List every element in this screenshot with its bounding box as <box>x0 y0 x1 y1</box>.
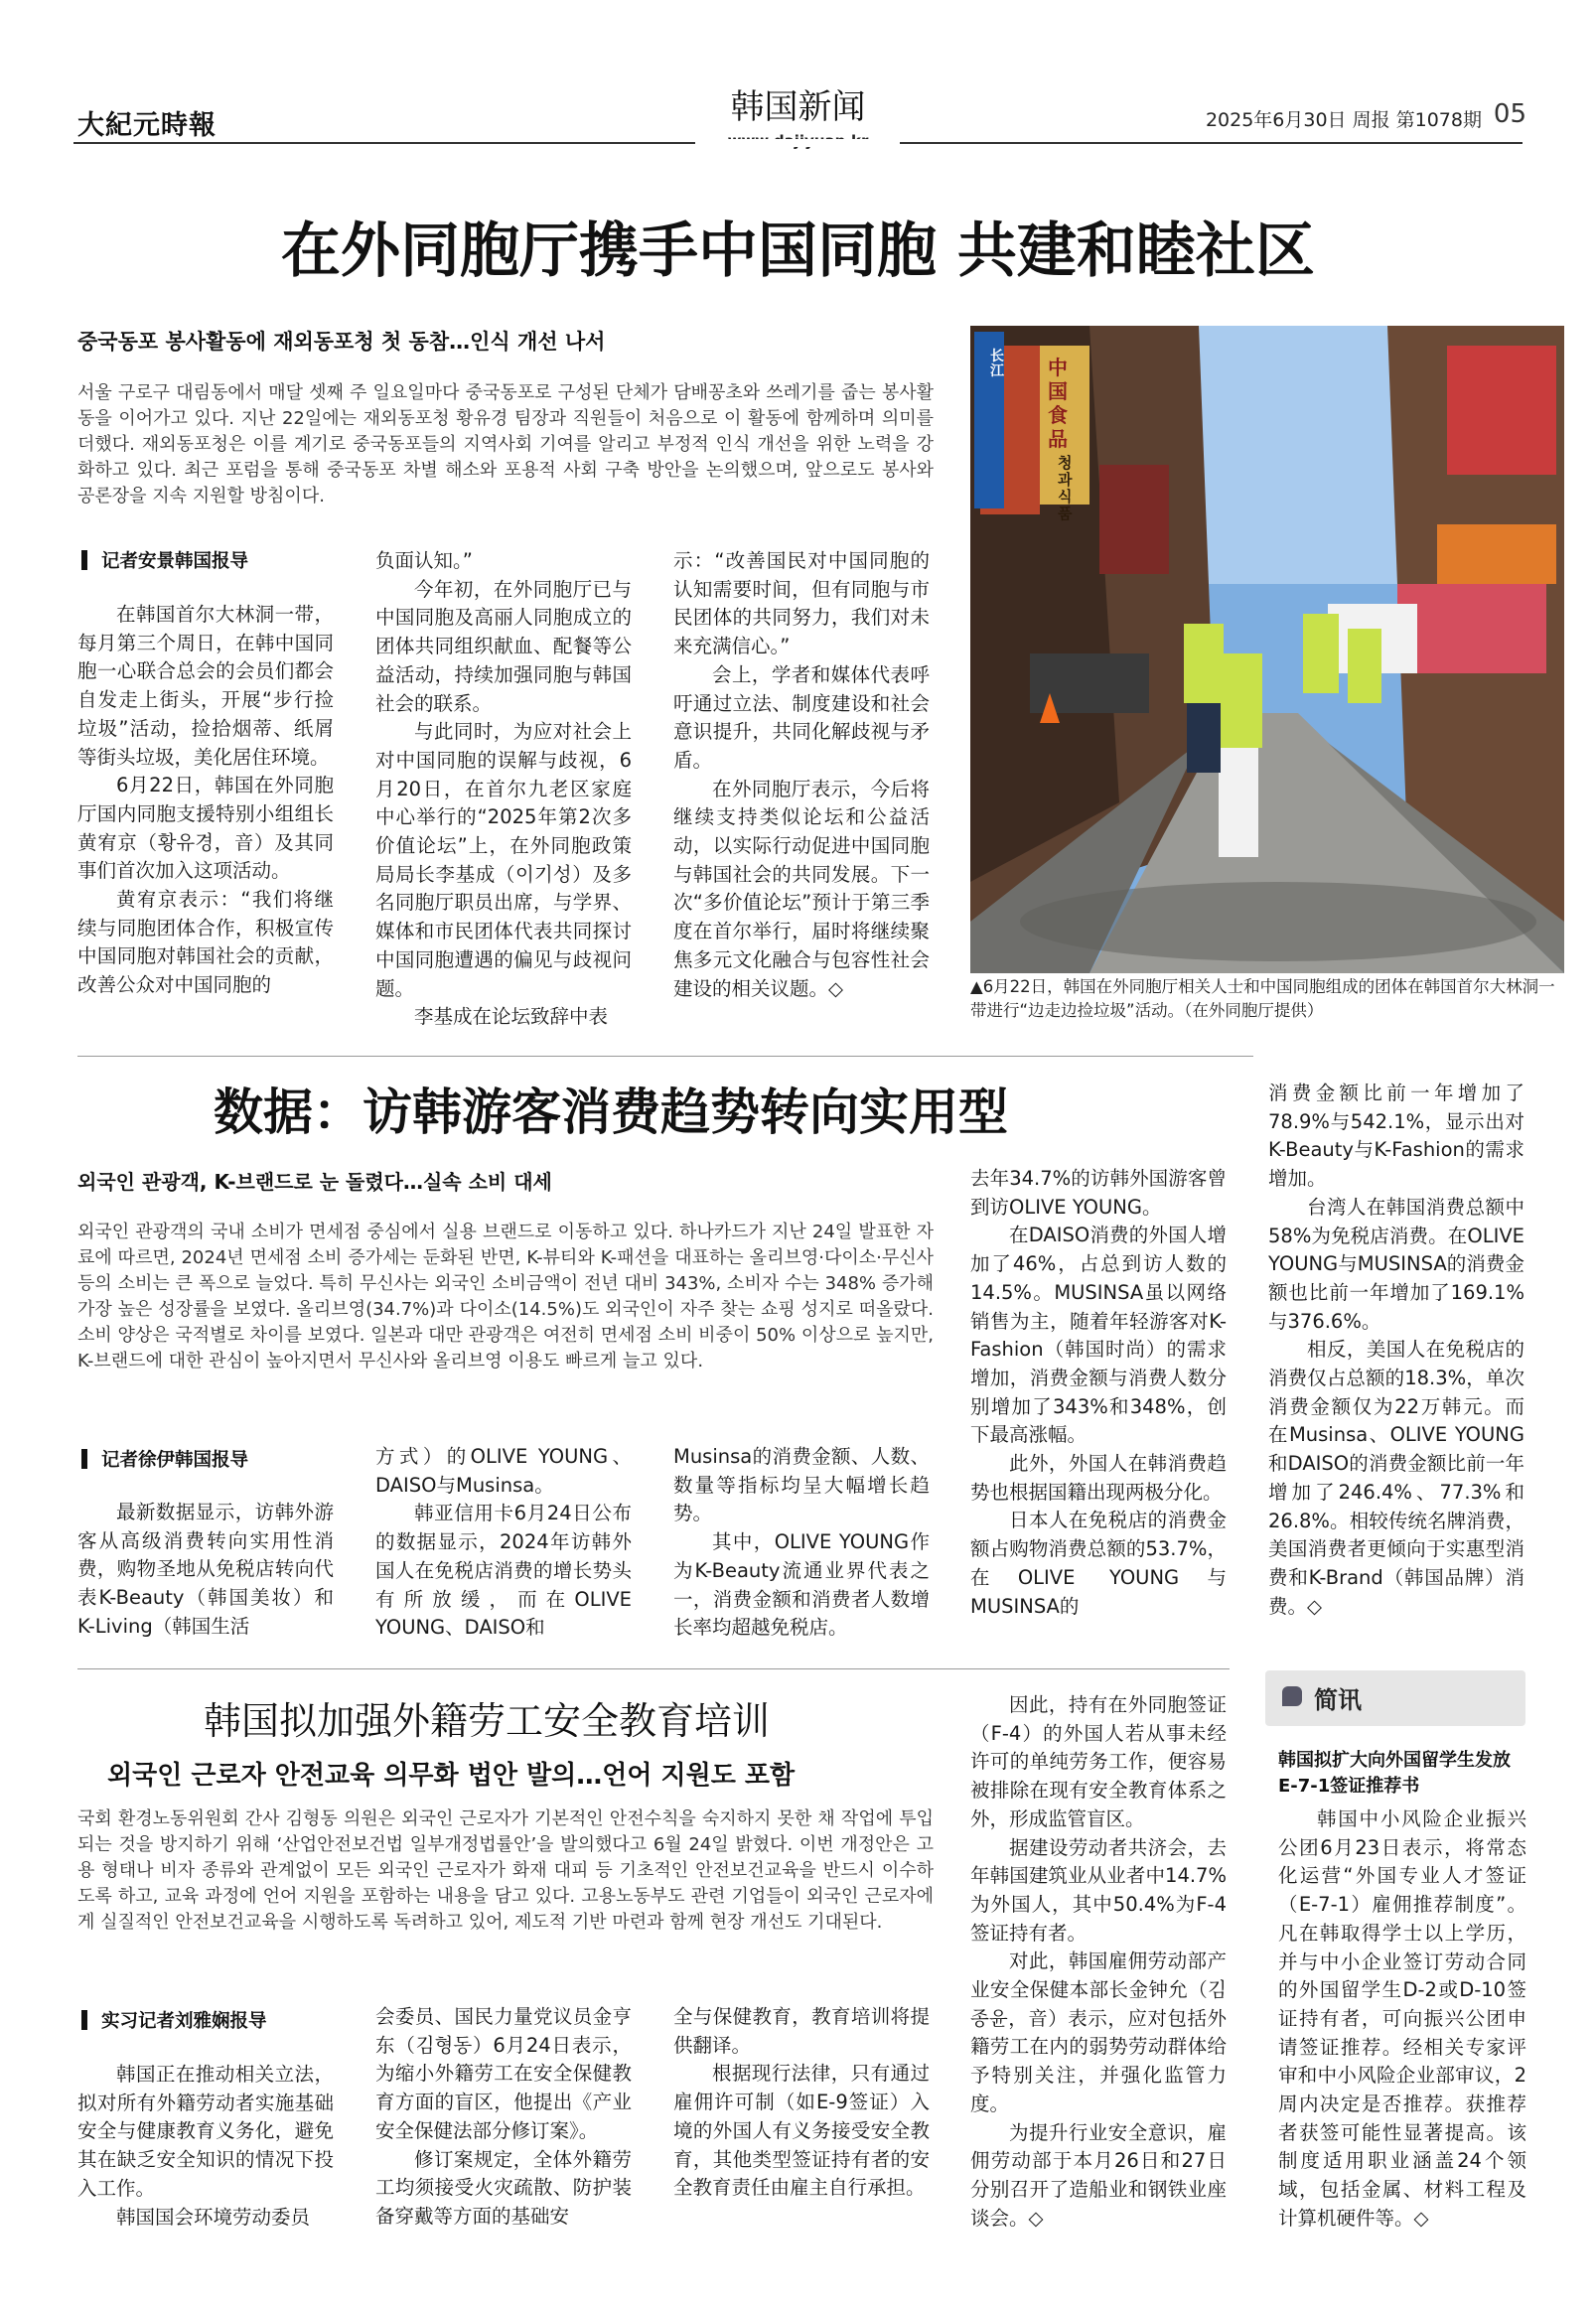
brief-title: 韩国拟扩大向外国留学生发放E-7-1签证推荐书 <box>1278 1750 1511 1797</box>
paragraph: 在韩国首尔大林洞一带，每月第三个周日，在韩中国同胞一心联合总会的会员们都会自发走上街头，开展“步行捡垃圾”活动，捡拾烟蒂、纸屑等街头垃圾，美化居住环境。 <box>77 603 334 769</box>
article2-column-4 <box>970 1165 1227 1621</box>
paragraph: 负面认知。” <box>375 549 473 572</box>
page-number: 05 <box>1493 99 1526 129</box>
article2-divider <box>77 1668 1230 1669</box>
paragraph: 李基成在论坛致辞中表 <box>414 1005 609 1029</box>
paragraph: 与此同时，为应对社会上对中国同胞的误解与歧视，6月20日，在首尔九老区家庭中心举行的“2025年第2次多价值论坛”上，在外同胞政策局局长李基成（이기성）及多名同胞厅职员出席，与学界、媒体和市民团体代表共同探讨中国同胞遭遇的偏见与歧视问题。 <box>375 720 632 1000</box>
article1-photo <box>970 326 1564 973</box>
issue-info: 2025年6月30日 周报 第1078期 <box>1205 109 1482 131</box>
article2-byline: 记者徐伊韩国报导 <box>81 1446 248 1472</box>
paragraph: 韩国国会环境劳动委员 <box>116 2205 311 2229</box>
article1-divider <box>77 1056 1253 1057</box>
paragraph: 其中，OLIVE YOUNG作为K-Beauty流通业界代表之一，消费金额和消费者人数增长率均超越免税店。 <box>673 1530 930 1640</box>
paragraph: 因此，持有在外同胞签证（F-4）的外国人若从事未经许可的单纯劳务工作，便容易被排除在现有安全教育体系之外，形成监管盲区。 <box>970 1693 1227 1830</box>
article1-column-2 <box>375 547 632 1032</box>
article2-headline: 数据：访韩游客消费趋势转向实用型 <box>214 1083 1008 1141</box>
paragraph: 黄宥京表示：“我们将继续与同胞团体合作，积极宣传中国同胞对韩国社会的贡献，改善公众对中国同胞的 <box>77 888 334 997</box>
shop-sign-1: 长江 <box>990 349 1004 379</box>
article1-column-3 <box>673 547 930 1003</box>
paragraph: 会上，学者和媒体代表呼吁通过立法、制度建设和社会意识提升，共同化解歧视与矛盾。 <box>673 662 930 772</box>
brief-label: 简讯 <box>1314 1686 1362 1714</box>
speech-bubble-icon <box>1282 1686 1302 1706</box>
article2-korean-subtitle: 외국인 관광객, K-브랜드로 눈 돌렸다…실속 소비 대세 <box>77 1170 552 1194</box>
paragraph: 相反，美国人在免税店的消费仅占总额的18.3%，单次消费金额仅为22万韩元。而在Musinsa、OLIVE YOUNG和DAISO的消费金额比前一年增加了246.4%、77.3%和26.8%。相较传统名牌消费，美国消费者更倾向于实惠型消费和K-Brand（韩国品牌）消费。◇ <box>1268 1338 1524 1618</box>
paragraph: 韩国正在推动相关立法，拟对所有外籍劳动者实施基础安全与健康教育义务化，避免其在缺乏安全知识的情况下投入工作。 <box>77 2063 334 2200</box>
article3-column-2 <box>375 2003 632 2232</box>
paragraph: 今年初，在外同胞厅已与中国同胞及高丽人同胞成立的团体共同组织献血、配餐等公益活动，持续加强同胞与韩国社会的联系。 <box>375 577 632 715</box>
paragraph: 方式）的OLIVE YOUNG、DAISO与Musinsa。 <box>375 1445 632 1497</box>
article1-headline: 在外同胞厅携手中国同胞 共建和睦社区 <box>281 217 1315 286</box>
article3-column-4 <box>970 1691 1227 2233</box>
article1-byline: 记者安景韩国报导 <box>81 547 248 573</box>
article2-column-2 <box>375 1443 632 1643</box>
paragraph: 在外同胞厅表示，今后将继续支持类似论坛和公益活动，以实际行动促进中国同胞与韩国社会的共同发展。下一次“多价值论坛”预计于第三季度在首尔举行，届时将继续聚焦多元文化融合与包容性社会建设的相关议题。◇ <box>673 777 930 1000</box>
paragraph: 示：“改善国民对中国同胞的认知需要时间，但有同胞与市民团体的共同努力，我们对未来充满信心。” <box>673 549 930 658</box>
paragraph: 据建设劳动者共济会，去年韩国建筑业从业者中14.7%为外国人，其中50.4%为F-4签证持有者。 <box>970 1835 1227 1945</box>
article1-photo-caption: ▲6月22日，韩国在外同胞厅相关人士和中国同胞组成的团体在韩国首尔大林洞一带进行“边走边捡垃圾”活动。（在外同胞厅提供） <box>970 977 1555 1020</box>
article3-korean-lead: 국회 환경노동위원회 간사 김형동 의원은 외국인 근로자가 기본적인 안전수칙을 숙지하지 못한 채 작업에 투입되는 것을 방지하기 위해 ‘산업안전보건법 일부개정법률안’을 발의했다고 6월 24일 밝혔다. 이번 개정안은 고용 형태나 비자 종류와 관계없이 모든 외국인 근로자가 화재 대피 등 기초적인 안전보건교육을 반드시 이수하도록 하고, 교육 과정에 언어 지원을 포함하는 내용을 담고 있다. 고용노동부도 관련 기업들이 외국인 근로자에게 실질적인 안전보건교육을 시행하도록 독려하고 있어, 제도적 기반 마련과 함께 현장 개선도 기대된다. <box>77 1808 934 1933</box>
masthead-rule-gap <box>695 139 900 147</box>
paragraph: 6月22日，韩国在外同胞厅国内同胞支援特别小组组长黄宥京（황유경，音）及其同事们首次加入这项活动。 <box>77 774 334 883</box>
paragraph: 去年34.7%的访韩外国游客曾到访OLIVE YOUNG。 <box>970 1167 1227 1219</box>
shop-sign-2: 中国食品 <box>1048 356 1068 451</box>
newspaper-logo: 大紀元時報 <box>77 110 217 141</box>
article3-column-1 <box>77 2061 334 2232</box>
paragraph: 韩亚信用卡6月24日公布的数据显示，2024年访韩外国人在免税店消费的增长势头有所放缓，而在OLIVE YOUNG、DAISO和 <box>375 1502 632 1640</box>
section-name: 韩国新闻 <box>730 87 866 127</box>
article1-column-1 <box>77 601 334 1000</box>
paragraph: 此外，外国人在韩消费趋势也根据国籍出现两极分化。 <box>970 1452 1227 1504</box>
brief-header <box>1265 1670 1525 1726</box>
article1-korean-subtitle: 중국동포 봉사활동에 재외동포청 첫 동참…인식 개선 나서 <box>77 330 606 354</box>
article3-byline: 实习记者刘雅娴报导 <box>81 2007 267 2033</box>
article2-korean-lead: 외국인 관광객의 국내 소비가 면세점 중심에서 실용 브랜드로 이동하고 있다. 하나카드가 지난 24일 발표한 자료에 따르면, 2024년 면세점 소비 증가세는 둔화된 반면, K-뷰티와 K-패션을 대표하는 올리브영·다이소·무신사 등의 소비는 큰 폭으로 늘었다. 특히 무신사는 외국인 소비금액이 전년 대비 343%, 소비자 수는 348% 증가해 가장 높은 성장률을 보였다. 올리브영(34.7%)과 다이소(14.5%)도 외국인이 자주 찾는 쇼핑 성지로 떠올랐다. 소비 양상은 국적별로 차이를 보였다. 일본과 대만 관광객은 여전히 면세점 소비 비중이 50% 이상으로 높지만, K-브랜드에 대한 관심이 높아지면서 무신사와 올리브영 이용도 빠르게 늘고 있다. <box>77 1222 934 1372</box>
article3-korean-subtitle: 외국인 근로자 안전교육 의무화 법안 발의…언어 지원도 포함 <box>107 1761 796 1791</box>
paragraph: 对此，韩国雇佣劳动部产业安全保健本部长金钟允（김종윤，音）表示，应对包括外籍劳工在内的弱势劳动群体给予特别关注，并强化监管力度。 <box>970 1950 1227 2115</box>
paragraph: 台湾人在韩国消费总额中58%为免税店消费。在OLIVE YOUNG与MUSINSA的消费金额也比前一年增加了169.1%与376.6%。 <box>1268 1195 1524 1333</box>
paragraph: Musinsa的消费金额、人数、数量等指标均呈大幅增长趋势。 <box>673 1445 930 1525</box>
article3-column-3 <box>673 2003 930 2203</box>
article2-column-1 <box>77 1499 334 1642</box>
paragraph: 日本人在免税店的消费金额占购物消费总额的53.7%，在OLIVE YOUNG与MUSINSA的 <box>970 1509 1227 1618</box>
shop-sign-3: 청과식품 <box>1058 454 1073 522</box>
paragraph: 根据现行法律，只有通过雇佣许可制（如E-9签证）入境的外国人有义务接受安全教育，其他类型签证持有者的安全教育责任由雇主自行承担。 <box>673 2062 930 2200</box>
paragraph: 最新数据显示，访韩外游客从高级消费转向实用性消费，购物圣地从免税店转向代表K-Beauty（韩国美妆）和K-Living（韩国生活 <box>77 1501 334 1638</box>
article2-column-5 <box>1268 1080 1524 1621</box>
paragraph: 为提升行业安全意识，雇佣劳动部于本月26日和27日分别召开了造船业和钢铁业座谈会。◇ <box>970 2120 1227 2230</box>
article2-column-3 <box>673 1443 930 1643</box>
paragraph: 修订案规定，全体外籍劳工均须接受火灾疏散、防护装备穿戴等方面的基础安 <box>375 2147 632 2228</box>
brief-body <box>1278 1805 1526 2234</box>
paragraph: 韩国中小风险企业振兴公团6月23日表示，将常态化运营“外国专业人才签证（E-7-1）雇佣推荐制度”。凡在韩取得学士以上学历，并与中小企业签订劳动合同的外国留学生D-2或D-10签证持有者，可向振兴公团申请签证推荐。经相关专家评审和中小风险企业部审议，2周内决定是否推荐。获推荐者获签可能性显著提高。该制度适用职业涵盖24个领域，包括金属、材料工程及计算机硬件等。◇ <box>1278 1807 1526 2230</box>
article3-headline: 韩国拟加强外籍劳工安全教育培训 <box>204 1699 771 1743</box>
paragraph: 在DAISO消费的外国人增加了46%，占总到访人数的14.5%。MUSINSA虽以网络销售为主，随着年轻游客对K-Fashion（韩国时尚）的需求增加，消费金额与消费人数分别增加了343%和348%，创下最高涨幅。 <box>970 1224 1227 1447</box>
paragraph: 全与保健教育，教育培训将提供翻译。 <box>673 2005 930 2057</box>
paragraph: 消费金额比前一年增加了78.9%与542.1%，显示出对K-Beauty与K-Fashion的需求增加。 <box>1268 1082 1524 1191</box>
article1-korean-lead: 서울 구로구 대림동에서 매달 셋째 주 일요일마다 중국동포로 구성된 단체가 담배꽁초와 쓰레기를 줍는 봉사활동을 이어가고 있다. 지난 22일에는 재외동포청 황유경 팀장과 직원들이 처음으로 이 활동에 함께하며 의미를 더했다. 재외동포청은 이를 계기로 중국동포들의 지역사회 기여를 알리고 부정적 인식 개선을 위한 노력을 강화하고 있다. 최근 포럼을 통해 중국동포 차별 해소와 포용적 사회 구축 방안을 논의했으며, 앞으로도 봉사와 공론장을 지속 지원할 방침이다. <box>77 382 934 506</box>
paragraph: 会委员、国民力量党议员金亨东（김형동）6月24日表示，为缩小外籍劳工在安全保健教育方面的盲区，他提出《产业安全保健法部分修订案》。 <box>375 2005 632 2142</box>
